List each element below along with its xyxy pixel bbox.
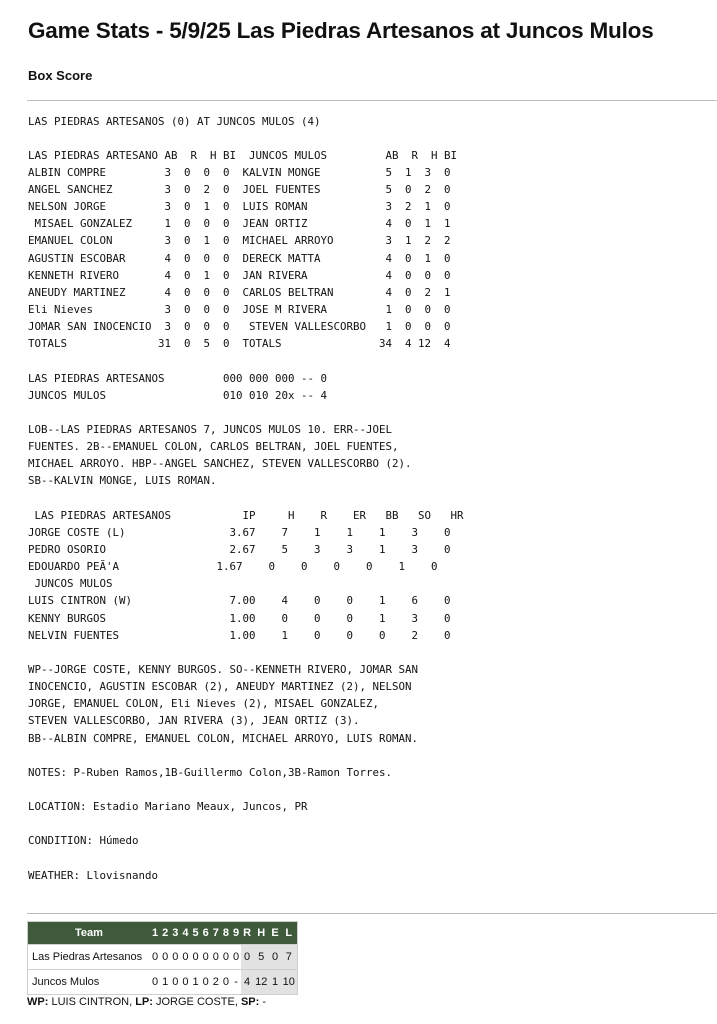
box-score-line: WEATHER: Llovisnando (28, 868, 159, 882)
lp-label: LP: (135, 996, 153, 1008)
blank-line (28, 644, 464, 661)
linescore-inning-score: 0 (170, 970, 180, 995)
divider-bottom (27, 913, 717, 914)
linescore-inning-score: 0 (180, 945, 190, 970)
linescore-header-3: 3 (170, 922, 180, 945)
page-title: Game Stats - 5/9/25 Las Piedras Artesanos at Juncos Mulos (28, 18, 654, 43)
separator: , (234, 996, 241, 1008)
linescore-inning-score: 0 (201, 970, 211, 995)
box-score-line: LUIS CINTRON (W) 7.00 4 0 0 1 6 0 (28, 594, 451, 608)
box-score-line: WP--JORGE COSTE, KENNY BURGOS. SO--KENNETH RIVERO, JOMAR SAN (28, 663, 419, 676)
box-score-line: LOCATION: Estadio Mariano Meaux, Juncos, PR (28, 800, 308, 814)
blank-line (28, 404, 464, 421)
blank-line (28, 352, 464, 369)
box-score-line: NELSON JORGE 3 0 1 0 LUIS ROMAN 3 2 1 0 (28, 200, 451, 214)
blank-line (28, 815, 464, 832)
linescore-inning-score: 0 (231, 945, 241, 970)
box-score-line: CONDITION: Húmedo (28, 834, 139, 848)
linescore-team-name: Las Piedras Artesanos (28, 945, 151, 970)
box-score-line: AGUSTIN ESCOBAR 4 0 0 0 DERECK MATTA 4 0 1 0 (28, 251, 451, 265)
linescore-runs: 0 (241, 945, 253, 970)
linescore-inning-score: 0 (180, 970, 190, 995)
box-score-line: SB--KALVIN MONGE, LUIS ROMAN. (28, 474, 217, 488)
box-score-line: STEVEN VALLESCORBO, JAN RIVERA (3), JEAN ORTIZ (3). (28, 714, 360, 728)
sp-value: - (262, 996, 267, 1008)
linescore-header-8: 8 (221, 922, 231, 945)
box-score-line: BB--ALBIN COMPRE, EMANUEL COLON, MICHAEL ARROYO, LUIS ROMAN. (28, 731, 419, 745)
box-score-line: PEDRO OSORIO 2.67 5 3 3 1 3 0 (28, 543, 451, 557)
linescore-header-e: E (269, 922, 280, 945)
separator: , (129, 996, 136, 1008)
linescore-row (28, 970, 298, 995)
sp-label: SP: (240, 996, 260, 1008)
linescore-inning-score: 0 (160, 945, 170, 970)
box-score-line: JORGE COSTE (L) 3.67 7 1 1 1 3 0 (28, 525, 451, 539)
linescore-inning-score: 0 (211, 945, 221, 970)
box-score-line: ANGEL SANCHEZ 3 0 2 0 JOEL FUENTES 5 0 2 0 (28, 183, 451, 197)
linescore-header-5: 5 (191, 922, 201, 945)
box-score-line: LAS PIEDRAS ARTESANO AB R H BI JUNCOS MULOS AB R H BI (28, 148, 458, 162)
linescore-inning-score: 0 (150, 945, 160, 970)
box-score-line: LAS PIEDRAS ARTESANOS (0) AT JUNCOS MULOS (4) (28, 114, 321, 128)
box-score-line: LAS PIEDRAS ARTESANOS 000 000 000 -- 0 (28, 371, 328, 385)
linescore-inning-score: 0 (191, 945, 201, 970)
linescore-header-r: R (241, 922, 253, 945)
linescore-table (27, 921, 298, 995)
blank-line (28, 130, 464, 147)
blank-line (28, 747, 464, 764)
linescore-inning-score: - (231, 970, 241, 995)
linescore-header-7: 7 (211, 922, 221, 945)
box-score-line: EMANUEL COLON 3 0 1 0 MICHAEL ARROYO 3 1 2 2 (28, 234, 451, 248)
box-score-line: KENNETH RIVERO 4 0 1 0 JAN RIVERA 4 0 0 0 (28, 268, 451, 282)
linescore-errors: 1 (269, 970, 280, 995)
linescore-header-1: 1 (150, 922, 160, 945)
box-score-line: LOB--LAS PIEDRAS ARTESANOS 7, JUNCOS MULOS 10. ERR--JOEL (28, 423, 393, 437)
box-score-line: JORGE, EMANUEL COLON, Eli Nieves (2), MISAEL GONZALEZ, (28, 697, 380, 711)
box-score-line: NELVIN FUENTES 1.00 1 0 0 0 2 0 (28, 628, 451, 642)
linescore-inning-score: 0 (201, 945, 211, 970)
linescore-header-h: H (253, 922, 269, 945)
divider-top (27, 100, 717, 101)
linescore-inning-score: 0 (221, 945, 231, 970)
linescore-inning-score: 0 (170, 945, 180, 970)
linescore-row (28, 945, 298, 970)
box-score-line: JUNCOS MULOS (28, 577, 113, 591)
box-score-line: TOTALS 31 0 5 0 TOTALS 34 4 12 4 (28, 337, 451, 351)
linescore-header-l: L (281, 922, 298, 945)
linescore-runs: 4 (241, 970, 253, 995)
linescore-header-2: 2 (160, 922, 170, 945)
box-score-line: MICHAEL ARROYO. HBP--ANGEL SANCHEZ, STEVEN VALLESCORBO (2). (28, 457, 412, 471)
blank-line (28, 850, 464, 867)
linescore-lob: 10 (281, 970, 298, 995)
box-score-line: FUENTES. 2B--EMANUEL COLON, CARLOS BELTRAN, JOEL FUENTES, (28, 440, 399, 454)
box-score-line: KENNY BURGOS 1.00 0 0 0 1 3 0 (28, 611, 451, 625)
linescore-hits: 5 (253, 945, 269, 970)
section-title-box-score: Box Score (28, 68, 93, 83)
linescore-lob: 7 (281, 945, 298, 970)
linescore-header-9: 9 (231, 922, 241, 945)
box-score-line: LAS PIEDRAS ARTESANOS IP H R ER BB SO HR (28, 508, 464, 522)
linescore-inning-score: 0 (221, 970, 231, 995)
box-score-line: INOCENCIO, AGUSTIN ESCOBAR (2), ANEUDY MARTINEZ (2), NELSON (28, 680, 412, 694)
box-score-line: NOTES: P-Ruben Ramos,1B-Guillermo Colon,3B-Ramon Torres. (28, 765, 393, 779)
box-score-line: JUNCOS MULOS 010 010 20x -- 4 (28, 388, 328, 402)
box-score-line: Eli Nieves 3 0 0 0 JOSE M RIVERA 1 0 0 0 (28, 303, 451, 317)
pitching-decisions (27, 996, 266, 1008)
wp-value: LUIS CINTRON (51, 996, 130, 1008)
box-score-line: ALBIN COMPRE 3 0 0 0 KALVIN MONGE 5 1 3 0 (28, 165, 451, 179)
lp-value: JORGE COSTE (156, 996, 235, 1008)
linescore-header-6: 6 (201, 922, 211, 945)
linescore-inning-score: 1 (160, 970, 170, 995)
box-score-line: JOMAR SAN INOCENCIO 3 0 0 0 STEVEN VALLESCORBO 1 0 0 0 (28, 320, 451, 334)
linescore-inning-score: 0 (150, 970, 160, 995)
blank-line (28, 781, 464, 798)
linescore-errors: 0 (269, 945, 280, 970)
blank-line (28, 490, 464, 507)
box-score-line: EDOUARDO PEÃ'A 1.67 0 0 0 0 1 0 (28, 560, 438, 574)
linescore-inning-score: 2 (211, 970, 221, 995)
box-score-line: MISAEL GONZALEZ 1 0 0 0 JEAN ORTIZ 4 0 1 1 (28, 217, 451, 231)
linescore-inning-score: 1 (191, 970, 201, 995)
linescore-header-row (28, 922, 298, 945)
linescore-header-team: Team (28, 922, 151, 945)
linescore-hits: 12 (253, 970, 269, 995)
wp-label: WP: (27, 996, 49, 1008)
box-score-text (28, 113, 464, 884)
box-score-line: ANEUDY MARTINEZ 4 0 0 0 CARLOS BELTRAN 4 0 2 1 (28, 285, 451, 299)
linescore-header-4: 4 (180, 922, 190, 945)
linescore-team-name: Juncos Mulos (28, 970, 151, 995)
